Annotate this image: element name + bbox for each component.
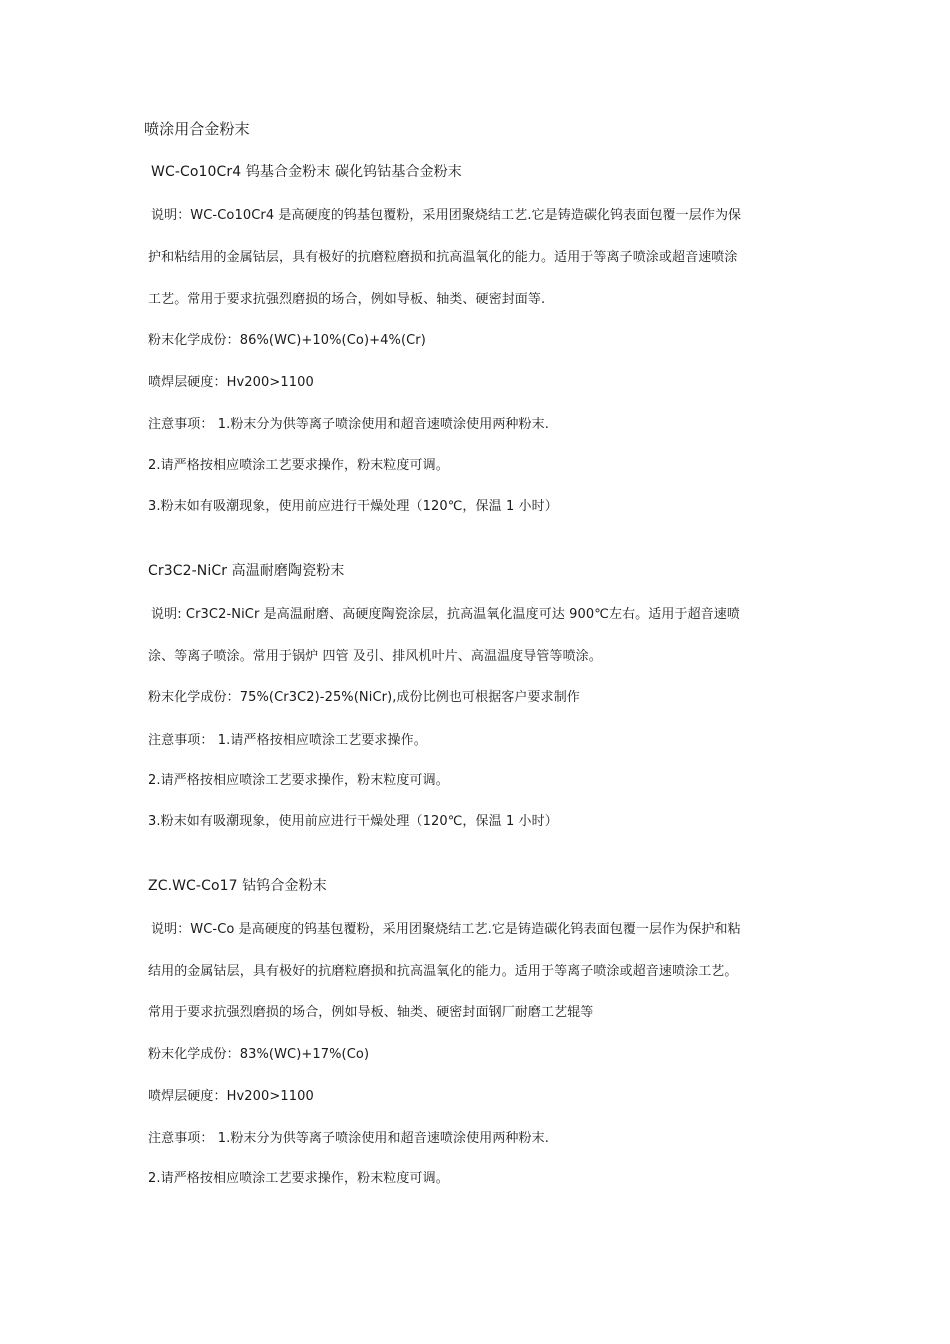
section-note: 2.请严格按相应喷涂工艺要求操作，粉末粒度可调。	[148, 458, 449, 473]
section-note: 注意事项： 1.请严格按相应喷涂工艺要求操作。	[148, 733, 427, 748]
section-hardness: 喷焊层硬度：Hv200>1100	[148, 375, 314, 390]
document-title: 喷涂用合金粉末	[144, 120, 250, 138]
section-hardness: 喷焊层硬度：Hv200>1100	[148, 1089, 314, 1104]
section-composition: 粉末化学成份：83%(WC)+17%(Co)	[148, 1047, 370, 1062]
section-composition: 粉末化学成份：86%(WC)+10%(Co)+4%(Cr)	[148, 333, 426, 348]
section-description-line: 涂、等离子喷涂。常用于锅炉 四管 及引、排风机叶片、高温温度导管等喷涂。	[148, 649, 602, 664]
section-description-line: 常用于要求抗强烈磨损的场合，例如导板、轴类、硬密封面钢厂耐磨工艺辊等	[148, 1005, 594, 1020]
section-heading: Cr3C2-NiCr 高温耐磨陶瓷粉末	[148, 563, 345, 579]
section-description-line: 说明: Cr3C2-NiCr 是高温耐磨、高硬度陶瓷涂层，抗高温氧化温度可达 900℃左右。适用于超音速喷	[151, 607, 740, 622]
section-note: 2.请严格按相应喷涂工艺要求操作，粉末粒度可调。	[148, 773, 449, 788]
section-note: 3.粉末如有吸潮现象，使用前应进行干燥处理（120℃，保温 1 小时）	[148, 499, 558, 514]
section-heading: WC-Co10Cr4 钨基合金粉末 碳化钨钴基合金粉末	[151, 164, 462, 180]
section-note: 注意事项： 1.粉末分为供等离子喷涂使用和超音速喷涂使用两种粉末.	[148, 417, 549, 432]
section-description-line: 护和粘结用的金属钴层，具有极好的抗磨粒磨损和抗高温氧化的能力。适用于等离子喷涂或超音速喷涂	[148, 250, 738, 265]
section-description-line: 说明：WC-Co 是高硬度的钨基包覆粉，采用团聚烧结工艺.它是铸造碳化钨表面包覆一层作为保护和粘	[151, 922, 741, 937]
section-note: 3.粉末如有吸潮现象，使用前应进行干燥处理（120℃，保温 1 小时）	[148, 814, 558, 829]
section-description-line: 工艺。常用于要求抗强烈磨损的场合，例如导板、轴类、硬密封面等.	[148, 292, 546, 307]
section-description-line: 结用的金属钴层，具有极好的抗磨粒磨损和抗高温氧化的能力。适用于等离子喷涂或超音速喷涂工艺。	[148, 964, 738, 979]
section-note: 2.请严格按相应喷涂工艺要求操作，粉末粒度可调。	[148, 1171, 449, 1186]
section-heading: ZC.WC-Co17 钴钨合金粉末	[148, 878, 327, 894]
section-description-line: 说明：WC-Co10Cr4 是高硬度的钨基包覆粉，采用团聚烧结工艺.它是铸造碳化钨表面包覆一层作为保	[151, 208, 742, 223]
section-note: 注意事项： 1.粉末分为供等离子喷涂使用和超音速喷涂使用两种粉末.	[148, 1131, 549, 1146]
section-composition: 粉末化学成份：75%(Cr3C2)-25%(NiCr),成份比例也可根据客户要求制作	[148, 690, 580, 705]
